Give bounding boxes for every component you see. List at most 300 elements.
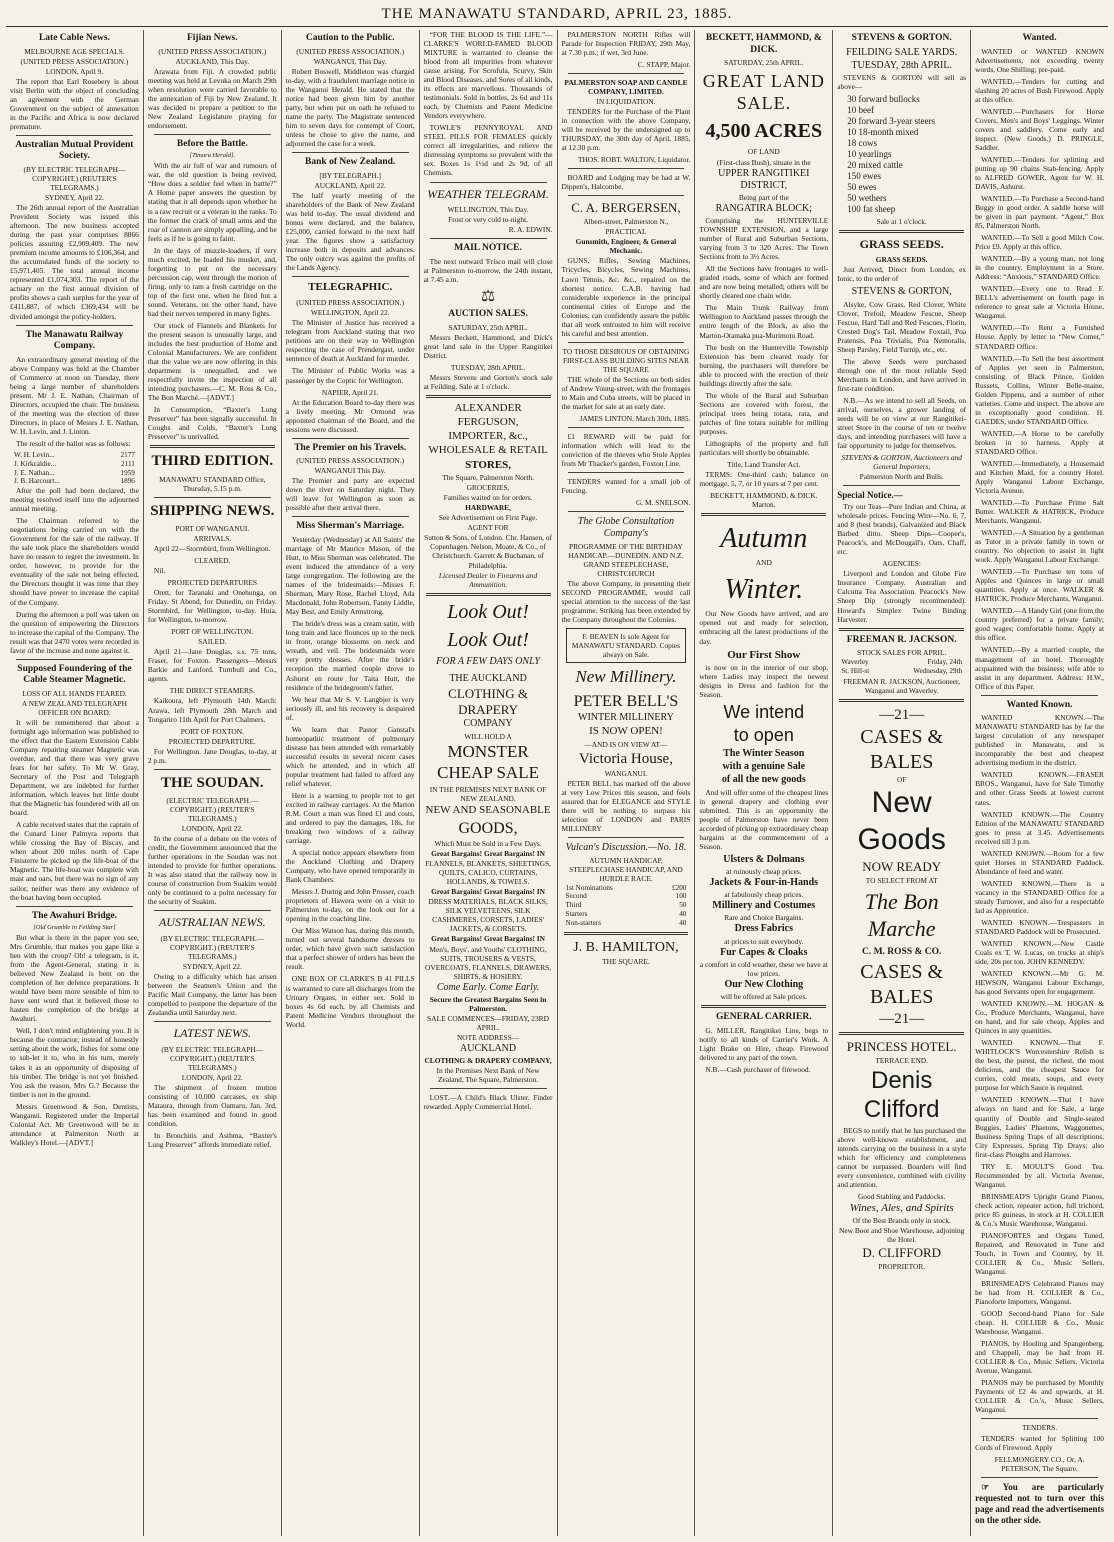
advert-line: STOCK SALES FOR APRIL. — [856, 648, 947, 658]
subhead: PORT OF FOXTON. — [180, 726, 244, 736]
paragraph: All the Sections have frontages to well-graded roads, some of which are formed and are now being metalled; others will be shortly cleared one chain wide. — [699, 264, 829, 301]
paragraph: In the course of a debate on the votes of credit, the Government announced that the further operations in the Soudan was not intended to provide for further operations. It was also stated that the railway now in course of construction from Suakim would only be continued to a point necessary for the security of Suakim. — [147, 834, 277, 907]
vote-name: W. H. Levin... — [14, 451, 55, 460]
sale-date: Wednesday, 29th — [913, 666, 963, 675]
divider — [981, 1477, 1098, 1478]
paragraph: STEVENS & GORTON will sell as above— — [837, 72, 967, 91]
advert-line: Which Must be Sold in a Few Days. — [434, 839, 542, 849]
paragraph: The report that Earl Rosebery is about visit Berlin with the object of concluding an agreement with the German Government on the subject of annexation in the Pacific and Africa is now declared premature. — [10, 76, 139, 131]
paragraph: For Wellington. Jane Douglas, to-day, at 2 p.m. — [147, 746, 277, 765]
lost-notice: LOST.—A Child's Black Ulster. Finder rewarded. Apply Commercial Hotel. — [423, 1093, 553, 1112]
dateline: TUESDAY, 28th APRIL. — [450, 363, 526, 373]
divider — [981, 1418, 1098, 1419]
divider — [839, 699, 964, 702]
signature: BECKETT, HAMMOND, & DICK. Marton. — [710, 491, 818, 510]
advert-line: The Square, Palmerston North. — [442, 473, 534, 483]
shipping-news: SHIPPING NEWS. — [150, 502, 275, 519]
headline-awahuri: The Awahuri Bridge. — [31, 910, 117, 921]
advert-line: SALE COMMENCES—FRIDAY, 23RD APRIL. — [427, 1013, 549, 1032]
advert-heading: Our First Show — [727, 648, 801, 661]
advert-heading: CLOTHING & DRAPERY — [448, 685, 528, 717]
advert-blood-mixture: “FOR THE BLOOD IS THE LIFE.”—CLARKE'S WORLD-FAMED BLOOD MIXTURE is warranted to cleanse the blood from all impurities from whatever cause arising. For Scrofula, Scurvy, Skin and Blood Diseases, and Sores of all kinds, its effects are marvellous. Thousands of testimonials. Sold in bottles, 2s 6d and 11s each, by Chemists and Patent Medicine Vendors everywhere. — [423, 30, 553, 121]
signature: C. STAPP, Major. — [637, 60, 691, 70]
dateline: NAPIER, April 21. — [321, 387, 379, 397]
subhead: (UNITED PRESS ASSOCIATION.) — [296, 46, 405, 56]
advert-heading: TO THOSE DESIROUS OF OBTAINING FIRST-CLASS BUILDING SITES NEAR THE SQUARE — [562, 346, 690, 374]
paragraph: The Main Trunk Railway from Wellington to Auckland passes through the entire length of the Block, as also the Marton-Otamaka pua-Murimotu Road. — [699, 303, 829, 340]
turn-page-notice — [975, 1482, 1104, 1526]
advert-line: Secure the Greatest Bargains Seen in Palmerston. — [429, 994, 547, 1013]
advert-line: SATURDAY, 25th APRIL. — [724, 58, 804, 68]
paragraph: With the air full of war and rumours of war, the old question is being revived, “How does a soldier feel when in battle?” A Home paper answers the question by stating that it all depends upon whether he is a raw recruit or a veteran in the ranks. To the former the crack of small arms and the roar of cannon are simply appalling, and he feels as if he is going to faint. — [147, 161, 277, 243]
advert-heading: STEVENS & GORTON, — [851, 286, 952, 298]
paragraph: The shipment of frozen mutton consisting of 10,000 carcases, ex ship Mataura, through from Oamaru, Jan. 3rd, has been examined and found in good condition. — [147, 1083, 277, 1129]
prize-label: Third — [565, 901, 582, 910]
subhead: SAILED. — [198, 637, 227, 647]
bargains-list: FLANNELS, BLANKETS, SHEETINGS, QUILTS, CALICO, CURTAINS, HOLLANDS, & TOWELS. — [425, 859, 551, 887]
subhead: MELBOURNE AGE SPECIALS. — [24, 46, 125, 56]
divider — [154, 134, 271, 135]
paragraph: We learn that Pastor Ganstal's homeopathic treatment of pulmonary disease has been attended with remarkably successful results in several recent cases which he attended, and in which all popular treatment had failed to afford any relief whatever. — [285, 724, 415, 788]
advert-heading: PETER BELL'S — [573, 692, 679, 710]
advert-heading: GRASS SEEDS. — [875, 255, 928, 265]
divider — [568, 511, 685, 512]
wanted-known-ad: WANTED KNOWN.—Room for a few quiet Horses in STANDARD Paddock. Abundance of feed and water. — [975, 848, 1104, 876]
advert-line: AGENT FOR — [467, 523, 509, 533]
advert-heading: WHOLESALE & RETAIL — [428, 444, 548, 457]
subhead: THE DIRECT STEAMERS. — [169, 686, 255, 696]
dateline: WELLINGTON, This Day. — [447, 205, 529, 215]
paragraph: Our New Goods have arrived, and are opened out and ready for selection, embracing all the latest productions of the day. — [699, 609, 829, 646]
we-intend: We intend — [723, 702, 805, 723]
paragraph: BEGS to notify that he has purchased the above well-known establishment, and intends carrying on the business in a style which for efficiency and completeness cannot be surpassed. Boarders will find every convenience, combined with civility and attention. — [837, 1125, 967, 1189]
stock-item: 50 ewes — [847, 181, 877, 192]
stock-item: 50 wethers — [847, 192, 887, 203]
wanted-ad: WANTED.—Purchasers for Horse Covers, Men's and Boys' Leggings. Winter covers and saddlery. Come early and inspect. (New Goods.) D. PRINGLE, Saddler. — [975, 106, 1104, 152]
latest-news: LATEST NEWS. — [173, 1026, 251, 1041]
prize-label: Starters — [565, 909, 588, 918]
paragraph: A special notice appears elsewhere from the Auckland Clothing and Drapery Company, who have opened temporarily in Bank Chambers. — [285, 848, 415, 885]
stock-item: 150 ewes — [847, 170, 881, 181]
third-edition: THIRD EDITION. — [151, 453, 274, 470]
paragraph: Owing to a difficulty which has arisen between the Seamen's Union and the Pacific Mail Company, the latter has been compelled to postpone the departure of the Zealandia until Saturday next. — [147, 972, 277, 1018]
advert-heading: IMPORTER, &c., — [448, 430, 528, 443]
divider — [839, 1032, 964, 1035]
dateline: WANGANUI This Day. — [314, 466, 386, 476]
prize-row — [566, 910, 687, 919]
prize-row — [566, 901, 687, 910]
soudan-headline: THE SOUDAN. — [161, 774, 264, 791]
advert-heading: Wines, Ales, and Spirits — [849, 1201, 954, 1214]
wanted-ad: WANTED.—To Purchase a Second-hand Buggy in good order. A saddle horse will be given in part payment. “Agent,” Box 85, Palmerston North. — [975, 194, 1104, 231]
divider — [701, 1005, 826, 1008]
advert-line: HARDWARE, — [465, 503, 511, 513]
advert-line: Albert-street, Palmerston N., — [583, 217, 669, 227]
divider — [568, 168, 685, 169]
paragraph: Try our Teas—Pure Indian and China, at wholesale prices. Fencing Wire—No. 6, 7, and 8 (best brands), Galvanized and Black Barbed ditto. Sheep Dips—Cooper's, Peacock's, and McDougall's. Oats, Chaff, etc. — [837, 502, 967, 557]
paragraph: The half yearly meeting of the shareholders of the Bank of New Zealand was held to-day. The usual dividend and bonus were declared, and the balance, £25,000, carried forward to the next half year. The figures show a satisfactory increase both in deposits and advances. The only outcry was against the profits of the Lands Agency. — [285, 190, 415, 272]
wanted-known-ad: WANTED KNOWN.—The Country Edition of the MANAWATU STANDARD goes to press at 3.45. Advertisements received till 3 p.m. — [975, 809, 1104, 846]
column-6 — [695, 30, 833, 1536]
subhead: CLEARED. — [194, 556, 231, 566]
prize-label: 1st Nominations — [565, 883, 613, 892]
prize-row — [566, 892, 687, 901]
divider — [564, 932, 689, 935]
paragraph: It will be remembered that about a fortnight ago information was published to the effect that the Eastern Extension Cable Company repairing steamer Magnetic was overdue, and that there was very grave fears for her safety. To Mr W. Gray, Secretary of the Post and Telegraph Department, we are indebted for further information, which leaves but little doubt that the Magnetic has foundered with all on board. — [10, 717, 139, 818]
advert-heading: MONSTER — [447, 741, 529, 761]
wanted-known-ad: BRINSMEAD'S Celebrated Pianos may be had from H. COLLIER & Co., Pianoforte Importers, Wanganui. — [975, 1279, 1104, 1307]
subhead: PROGRAMME OF THE BIRTHDAY HANDICAP.—DUNEDIN. AND N.Z. GRAND STEEPLECHASE, CHRISTCHURCH — [568, 541, 684, 578]
column-1 — [6, 30, 144, 1536]
paragraph: Lithographs of the property and full particulars will shortly be obtainable. — [699, 438, 829, 457]
advert-heading: Jackets & Four-in-Hands — [709, 876, 819, 888]
vote-count: 1896 — [120, 477, 135, 486]
wanted-ad: WANTED.—Tenders for splitting and putting up 90 chains Stab-fencing. Apply to ALFRED GOWER, Agent for W. H. DAVIS, Ashurst. — [975, 154, 1104, 192]
advert-heading: AGENCIES: — [882, 559, 921, 569]
stock-item: 18 cows — [847, 137, 877, 148]
vote-count: 2177 — [120, 451, 135, 460]
paragraph: PETER BELL has marked off the above at very Low Prices this season, and feels assured that for ELEGANCE and STYLE there will be nothing to surpass his selection of LONDON and PARIS MILLINERY — [561, 779, 691, 834]
advert-heading: Vulcan's Discussion.—No. 18. — [565, 842, 687, 854]
dateline: LONDON, April 9. — [45, 66, 104, 76]
subhead: ARRIVALS. — [193, 533, 232, 543]
paragraph: Yesterday (Wednesday) at All Saints' the marriage of Mr Maurice Mason, of the Hutt, to Miss Sherman was celebrated. The event induced the attendance of a very large congregation. The following are the names of the bridesmaids:—Misses F. Sherman, Mary Rose, Rachel Lloyd, Ada Macdonald, John Robertson, Fanny Liddle, May Best, and Emily Armstrong. — [285, 535, 415, 617]
bargains-list: Men's, Boys', and Youths' CLOTHING, SUITS, TROUSERS & VESTS, OVERCOATS, FLANNELS, DRAWERS, SHIRTS, & HOSIERY. — [425, 944, 552, 981]
few-days: FOR A FEW DAYS ONLY — [436, 656, 540, 668]
board-notice: BOARD and Lodging may be had at W. Dippen's, Halcombe. — [561, 173, 691, 192]
advert-heading: STORES, — [465, 458, 512, 471]
divider — [426, 395, 551, 398]
paragraph: An extraordinary general meeting of the above Company was held at the Chamber of Commerce at noon on Tuesday, there being a large number of shareholders present. Mr J. E. Nathan, Chairman of Directors, occupied the chair. The business of the meeting was the election of three Directors, in place of Messrs J. E. Nathan, W. H. Levin, and J. Linton. — [10, 354, 139, 436]
advert-heading: CLOTHING & DRAPERY COMPANY, — [424, 1056, 552, 1066]
paragraph: April 22—Stormbird, from Wellington. — [153, 544, 271, 554]
dateline: LONDON, April 22. — [181, 1073, 243, 1082]
divider — [150, 445, 275, 448]
paragraph: Arawata from Fiji. A crowded public meeting was held at Levuka on March 29th when resolution were carried favorable to the annexation of Fiji by New Zealand. It was decided to prepare a petition to the New Zealand Legislature praying for endorsement. — [147, 66, 277, 130]
advert-heading: Millinery and Costumes — [712, 900, 816, 912]
divider — [426, 593, 551, 596]
new-goods: New Goods — [857, 785, 946, 856]
column-8 — [971, 30, 1108, 1536]
sale-row — [841, 658, 962, 667]
paragraph: N.B.—Cash purchaser of firewood. — [705, 1064, 811, 1074]
auction-sales: AUCTION SALES. — [448, 309, 528, 320]
signature: THOS. ROBT. WALTON, Liquidator. — [577, 155, 691, 165]
prize-label: Non-starters — [565, 918, 602, 927]
advert-heading: Special Notice.— — [837, 490, 903, 501]
wanted-ad: WANTED.—Every one to Read F. BELL's advertisement on fourth page in reference to great sale at Victoria House, Wanganui. — [975, 284, 1104, 321]
paragraph: Alsyke, Cow Grass, Red Clover, White Clover, Trefoil, Meadow Fescue, Sheep Fescue, Hard Tall and Red Fescues, Florin, Crested Dog's Tail, Meadow Foxtail, Poa Pratensis, Poa Trivialis, Poa Nemoralis, Sheep Parsley, Field Turnip, etc., etc. — [837, 299, 967, 354]
paragraph: The bride's dress was a cream satin, with long train and lace flounces up to the neck in front, orange blossoms on neck and wreath, and veil. The bridesmaids wore very pretty dresses. After the bride's reception the married couple drove to Ashurst en route for Taita Hutt, the residence of the bridegroom's father. — [285, 619, 415, 692]
columns — [6, 30, 1108, 1536]
tender-notice: TENDERS wanted for a small job of Fencing. — [561, 477, 691, 496]
advert-heading: TUESDAY, 28th APRIL. — [851, 59, 952, 71]
vote-row — [14, 451, 135, 460]
signature: R. A. EDWIN. — [508, 225, 553, 235]
dateline: LONDON, April 22. — [181, 824, 243, 834]
paragraph: The Minister of Justice has received a telegram from Auckland stating that two petitions are on their way to Wellington respecting the case of Prendergast, under sentence of death at Auckland for murder. — [285, 318, 415, 364]
denis-clifford: Denis Clifford — [863, 1067, 940, 1124]
bargains: Great Bargains! Great Bargains! IN — [431, 934, 545, 944]
paragraph: is now on in the interior of our shop, where Ladies may inspect the newest designs in Dress and fashion for the Season. — [699, 662, 829, 700]
advert-heading: WINTER MILLINERY — [578, 712, 674, 724]
advert-heading: RANGATIRA BLOCK; — [715, 202, 813, 214]
look-out-1: Look Out! — [447, 600, 529, 623]
paragraph: Well, I don't mind enlightening you. It is because the contractor, instead of honestly setting about the work, fishes for some one to sub-let it to, who in his turn, merely takes it as an opportunity of disposing of his timber. The bridge is not yet finished. You ask the reason, Mrs G.? Because the timber is not in the ground. — [10, 1026, 139, 1099]
advert-heading: PALMERSTON SOAP AND CANDLE COMPANY, LIMITED. — [564, 78, 688, 97]
vote-name: J. E. Nathan... — [14, 468, 55, 477]
paragraph: In Bronchitis and Asthma, “Baxter's Lung Preserver” affords immediate relief. — [147, 1131, 277, 1150]
paragraph: The bush on the Hunterville Township Extension has been cleared ready for burning, the purchasers will therefore be able to proceed with the erection of their buildings directly after the sale. — [699, 342, 829, 388]
wanted-ad: WANTED.—A Horse to be carefully broken in to harness. Apply at STANDARD Office. — [975, 428, 1104, 456]
wanted-known-heading: Wanted Known. — [1006, 699, 1073, 710]
subhead: (UNITED PRESS ASSOCIATION.) — [158, 46, 267, 56]
paragraph: The whole of the Rural and Suburban Sections are covered with forest, the principal trees being totara, rata, and patches of fine totara suitable for milling purposes. — [699, 390, 829, 436]
signature: FELLMONGERY CO., Or, A. PETERSON, The Square. — [994, 1454, 1085, 1473]
advert-line: PRACTICAL — [605, 227, 647, 237]
column-7 — [833, 30, 971, 1536]
advert-heading: PRINCESS HOTEL. — [846, 1039, 957, 1055]
divider — [981, 695, 1098, 696]
cases-bales: CASES & BALES — [860, 961, 944, 1008]
advert-line: Families waited on for orders. — [443, 493, 533, 503]
paragraph: After the poll had been declared, the meeting resolved itself into the adjourned annual meeting. — [10, 486, 139, 514]
paragraph: The above Company, in presenting their SECOND PROGRAMME, would call special attention to the success of the last programme. Striking has been extended by the Company throughout the Colonies. — [561, 578, 691, 624]
advert-heading: UPPER RANGITIKEI DISTRICT, — [718, 167, 810, 191]
sale-place: Waverley — [841, 658, 869, 667]
advert-heading: STEVENS & GORTON. — [851, 33, 952, 43]
notice-text: You are particularly requested not to turn over this page and read the advertisements on the other side. — [975, 1481, 1104, 1525]
wanted-known-ad: GOOD Second-hand Piano for Sale cheap. H. COLLIER & Co., Music Warehouse, Wanganui. — [975, 1309, 1104, 1337]
divider — [430, 182, 547, 183]
wanted-ad: WANTED.—By a married couple, the management of an hotel. Thoroughly acquainted with the business; wife able to assist in any department. Address: H.W., Office of this Paper. — [975, 645, 1104, 691]
new-millinery: New Millinery. — [575, 666, 677, 686]
advert-heading: ALEXANDER FERGUSON, — [454, 402, 522, 428]
advert-heading: CHEAP SALE — [437, 763, 539, 783]
prize-value: 40 — [679, 918, 687, 927]
headline-fiji: Fijian News. — [186, 33, 238, 43]
advert-line: at prices to suit everybody. — [724, 936, 804, 946]
divider — [154, 497, 271, 498]
headline-premier: The Premier on his Travels. — [294, 442, 407, 453]
advert-heading: WILL HOLD A — [464, 731, 512, 741]
vote-count: 1959 — [120, 468, 135, 477]
wanted-ad: WANTED.—To Sell a good Milch Cow. Price £9. Apply at this office. — [975, 233, 1104, 252]
wanted-known-ad: WANTED KNOWN.—FRASER BROS., Wanganui, have for Sale Timothy and other Grass Seeds at lowest current rates. — [975, 770, 1104, 807]
paragraph: In Consumption, “Baxter's Lung Preserver” has been signally successful. In Coughs and Colds, “Baxter's Lung Preserver” is unrivalled. — [147, 405, 277, 442]
advert-heading: The Globe Consultation Company's — [577, 516, 674, 540]
prize-value: £200 — [672, 883, 687, 892]
paragraph: Messrs Stevens and Gorton's stock sale at Feilding. Sale at 1 o'clock. — [423, 373, 553, 392]
advert-heading: Dress Fabrics — [734, 923, 794, 935]
wanted-ad: WANTED.—To Rent a Furnished House. Apply by letter to “New Comer,” STANDARD Office. — [975, 323, 1104, 351]
column-3 — [282, 30, 420, 1536]
headline-cable: Late Cable News. — [38, 33, 110, 43]
advert-heading: C. M. ROSS & CO. — [861, 946, 942, 957]
subhead: [Old Grumble in Feilding Star] — [33, 924, 116, 932]
divider — [701, 513, 826, 516]
advert-heading: J. B. HAMILTON, — [573, 939, 679, 955]
advert-line: Being part of the — [738, 192, 789, 202]
subhead: (BY ELECTRIC TELEGRAPH.—COPYRIGHT.) (REUTER'S TELEGRAMS.) — [160, 934, 265, 962]
pointing-hand-icon: ☞ — [981, 1481, 1003, 1492]
prize-value: 40 — [679, 909, 687, 918]
paragraph: THE whole of the Sections on both sides of Andrew Young-street, with the frontages to Main and Cuba streets, will be placed in the market for sale at an early date. — [561, 374, 691, 411]
subhead: (BY ELECTRIC TELEGRAPH—COPYRIGHT.) (REUTER'S TELEGRAMS.) — [23, 165, 126, 193]
mail-notice: MAIL NOTICE. — [454, 243, 522, 254]
bon-marche: The Bon Marche — [864, 889, 939, 941]
advert-heading: COMPANY — [463, 718, 513, 730]
paragraph: The result of the ballot was as follows: — [16, 438, 131, 448]
advert-heading: Our New Clothing — [724, 978, 804, 990]
advert-heading: FEILDING SALE YARDS. — [846, 46, 958, 58]
advert-line: TO SELECT FROM AT — [865, 875, 938, 885]
wanted-ad: WANTED.—To Purchase Prime Salt Butter. WALKER & HATRICK, Produce Merchants, Wanganui. — [975, 498, 1104, 526]
sale-row — [841, 667, 962, 676]
wanted-heading: Wanted. — [1022, 33, 1057, 43]
paragraph: Nil. — [153, 566, 166, 576]
advert-line: Rare and Choice Bargains. — [724, 913, 804, 923]
stock-item: 20 forward 3-year steers — [847, 115, 935, 126]
vote-name: J. Kirkcaldie... — [14, 459, 57, 468]
subhead: PROJECTED DEPARTURE. — [168, 736, 256, 746]
divider — [154, 910, 271, 911]
signature: G. M. SNELSON. — [635, 498, 691, 508]
paragraph: Messrs J. During and John Prosser, coach proprietors of Hawera were on a visit to Palmerston to-day, on the look out for a opening in the coaching line. — [285, 887, 415, 924]
subhead: (ELECTRIC TELEGRAPH.—COPYRIGHT.) (REUTER'S TELEGRAMS.) — [166, 796, 259, 824]
subhead: MANAWATU STANDARD Office, Thursday, 5.15 p.m. — [159, 474, 266, 493]
advert-towle: TOWLE'S PENNYROYAL AND STEEL PILLS FOR FEMALES quickly correct all irregularities, and relieve the distressing symptoms so prevalent with the sex. Boxes 1s 1½d and 2s 9d, of all Chemists. — [423, 123, 553, 178]
stock-item: 100 fat sheep — [847, 203, 896, 214]
bargains: Great Bargains! Great Bargains! IN — [431, 887, 545, 897]
subhead: IN LIQUIDATION. — [596, 97, 656, 107]
paragraph: Kaikoura, left Plymouth 14th March: Arawa, left Plymouth 28th March and Tongariro 11th April for Port Chalmers. — [147, 696, 277, 724]
dateline: AUCKLAND, April 22. — [314, 180, 386, 190]
vote-row — [14, 477, 135, 486]
paragraph: The Chairman referred to the negotiations being carried on with the Government for the sale of the railway. If the sale took place the shareholders would have no reason to regret the investment. In order, however, to provide for the eventuality of the sale not being effected, the Directors thought it was time that they should have power to increase the capital of the Company. — [10, 516, 139, 607]
advert-heading: AUCKLAND — [460, 1042, 517, 1054]
divider — [568, 195, 685, 196]
paragraph: Our Miss Watson has, during this month, turned out several handsome dresses to order, which have given such satisfaction that a perfect shower of orders has been the result. — [285, 926, 415, 972]
beaven-box: F. BEAVEN Is sole Agent for MANAWATU STANDARD. Copies always on Sale. — [566, 628, 687, 663]
wanted-known-ad: PIANOS may be purchased by Monthly Payments of £2 4s and upwards, at H. COLLIER & Co.'s, Music Sellers, Wanganui. — [975, 1378, 1104, 1415]
stock-item: 10 beef — [847, 104, 874, 115]
divider — [154, 769, 271, 770]
divider — [568, 837, 685, 838]
paragraph: The next outward 'Frisco mail will close at Palmerston to-morrow, the 24th instant, at 7.45 a.m. — [423, 256, 553, 284]
advert-heading: Fur Capes & Cloaks — [720, 946, 808, 958]
wanted-known-ad: PIANOS, by Hooling and Spangenberg, and Chappell, may be had from H. COLLIER & Co., Music Sellers, Victoria Avenue, Wanganui. — [975, 1339, 1104, 1376]
signature: JAMES LINTON. March 30th, 1885. — [579, 413, 691, 423]
divider — [154, 1021, 271, 1022]
vote-name: J. B. Harcourt... — [14, 477, 60, 486]
advert-heading: IS NOW OPEN! — [589, 725, 663, 738]
grass-seeds: GRASS SEEDS. — [859, 236, 944, 251]
subhead: (UNITED PRESS ASSOCIATION.) — [296, 298, 405, 308]
advert-line: GROCERIES, — [466, 483, 510, 493]
advert-heading: GOODS, — [458, 819, 518, 837]
advert-line: Sale at 1 o'clock. — [876, 216, 927, 226]
masthead-rule — [6, 26, 1108, 27]
paragraph: The Minister of Public Works was a passenger by the Coptic for Wellington. — [285, 366, 415, 385]
stock-item: 20 mixed cattle — [847, 159, 903, 170]
divider — [843, 485, 960, 486]
headline-bnz: Bank of New Zealand. — [305, 156, 396, 167]
paragraph: The Premier and party are expected down the river on Saturday night. They will leave for Wellington as soon as possible after their arrival there. — [285, 476, 415, 513]
dateline: SYDNEY, April 22. — [182, 962, 242, 972]
divider — [16, 906, 133, 907]
divider — [839, 628, 964, 631]
dateline: SYDNEY, April 22. — [44, 193, 104, 203]
subhead: (UNITED PRESS ASSOCIATION.) — [20, 56, 129, 66]
signature: STEVENS & GORTON, Auctioneers and General Importers, — [841, 453, 963, 472]
divider — [16, 659, 133, 660]
paragraph: G. MILLER, Rangitikei Line, begs to notify to all kinds of Carrier's Work. A Light Brake on Hire, cheap. Firewood delivered to any part of the town. — [699, 1025, 829, 1062]
advert-line: a comfort in cold weather, these we have at low prices. — [699, 959, 828, 978]
sale-date: Friday, 24th — [927, 658, 963, 667]
advert-line: Licensed Dealer in Firearms and Ammunition. — [438, 570, 538, 589]
advert-line: AND — [755, 558, 772, 568]
vote-count: 2111 — [121, 459, 135, 468]
advert-heading: with a genuine Sale — [722, 761, 806, 773]
headline-amp: Australian Mutual Provident Society. — [15, 139, 134, 162]
advert-line: New Boot and Shoe Warehouse, adjoining the Hotel. — [839, 1226, 965, 1245]
wanted-known-ad: WANTED KNOWN.—That I have always on hand and for Sale, a large quantity of Double and Single-seated Buggies, Ladies' Phaetons, Waggonettes, Business Spring Traps of all descriptions, City Expresses, Spring Tip Drays; also first-class Ploughs and Harrows. — [975, 1095, 1104, 1159]
paragraph: TENDERS for the Purchase of the Plant in connection with the above Company, will be received by the undersigned up to THURSDAY, the 30th day of April, 1885, at 12.30 p.m. — [561, 107, 691, 153]
subhead: [BY TELEGRAPH.] — [319, 170, 381, 180]
wanted-known-ad: WANTED KNOWN.—M. HOGAN & Co., Produce Merchants, Wanganui, have on hand, and for sale cheap, Apples and Quinces in any quantities. — [975, 999, 1104, 1036]
paragraph: Orett, for Taranaki and Onehunga, on Friday. St Abend, for Dunedin, on Friday. Stormbird, for Wellington, to-day. Huia, for Wellington, to-morrow. — [147, 588, 277, 625]
vote-row — [14, 460, 135, 469]
advert-line: at ruinously cheap prices. — [726, 866, 802, 876]
paragraph: Our stock of Flannels and Blankets for the present season is unusually large, and includes the best production of Home and Colonial Manufacturers. We are confident that the value we are now offering in this department is unequalled, and we respectfully invite the inspection of all intending purchasers.—C. M. Ross & Co., The Bon Marché.—[ADVT.] — [147, 320, 277, 403]
advert-line: NOTE ADDRESS— — [456, 1032, 520, 1042]
wanted-known-ad: WANTED KNOWN.—Mr G. M. HEWSON, Wanganui Labour Exchange, has good Servants open for engagement. — [975, 969, 1104, 997]
wanted-known-ad: WANTED KNOWN.—Trespassers in STANDARD Paddock will be Prosecuted. — [975, 917, 1104, 936]
sale-place: St. Hill-st — [841, 666, 870, 675]
stock-item: 10 yearlings — [847, 148, 892, 159]
advert-line: In the Premises Next Bank of New Zealand, The Square, Palmerston. — [436, 1066, 540, 1085]
paragraph: We hear that Mr S. V. Langbjer is very seriously ill, and his recovery is despaired of. — [285, 694, 415, 722]
advert-heading: —21— — [879, 706, 925, 723]
subhead: (BY ELECTRIC TELEGRAPH—COPYRIGHT.) (REUTER'S TELEGRAMS.) — [161, 1044, 264, 1072]
wanted-ad: WANTED.—Tenders for cutting and slashing 20 acres of Bush Firewood. Apply at this office. — [975, 76, 1104, 104]
gavel-icon: ⚖ — [480, 287, 496, 305]
advert-line: Good Stabling and Paddocks. — [857, 1191, 946, 1201]
advert-line: THE SQUARE. — [602, 956, 650, 966]
subhead: LOSS OF ALL HANDS FEARED. — [22, 688, 127, 698]
column-2 — [144, 30, 282, 1536]
tenders-heading: TENDERS. — [1022, 1423, 1058, 1433]
wanted-known-ad: WANTED KNOWN.—That F. WHITLOCK'S Worcestershire Relish is the best, the purest, the richest, the most delicious, and the cheapest Sauce for curries, cold meats, soups, and every purpose for which Sauce is required. — [975, 1038, 1104, 1093]
headline-battle: Before the Battle. — [176, 138, 248, 149]
prize-value: 100 — [675, 892, 687, 901]
look-out-2: Look Out! — [447, 629, 529, 651]
paragraph: Just Arrived, Direct from London, ex Ionic, to the order of — [837, 265, 967, 284]
stock-list — [847, 94, 966, 215]
divider — [568, 472, 685, 473]
paragraph: TENDERS wanted for Splitting 100 Cords of Firewood. Apply — [975, 1433, 1104, 1452]
wanted-ad: WANTED.—To Purchase ten tons of Apples and Quinces in large or small quantities. Apply at once. WALKER & HATRICK, Produce Merchants, Wanganui. — [975, 567, 1104, 604]
subhead: PROJECTED DEPARTURES — [167, 578, 258, 588]
paragraph: ONE BOX OF CLARKE'S B 41 PILLS is warranted to cure all discharges from the Urinary Organs, in either sex. Sold in boxes 4s 6d each, by all Chemists and Patent Medicine Vendors throughout the World. — [285, 974, 415, 1029]
advert-heading: Victoria House, — [578, 750, 673, 767]
divider — [430, 238, 547, 239]
prize-value: 50 — [679, 901, 687, 910]
wanted-ad: WANTED or WANTED KNOWN Advertisements, not exceeding twenty words, One Shilling; pre-paid. — [975, 46, 1104, 74]
advert-heading: NEW AND SEASONABLE — [425, 804, 551, 817]
wanted-known-ad: BRINSMEAD'S Upright Grand Pianos, check action, repeater action, full trichord, price 85 guineas, in stock at H. COLLIER & Co.'s Music Warehouse, Wanganui. — [975, 1191, 1104, 1228]
